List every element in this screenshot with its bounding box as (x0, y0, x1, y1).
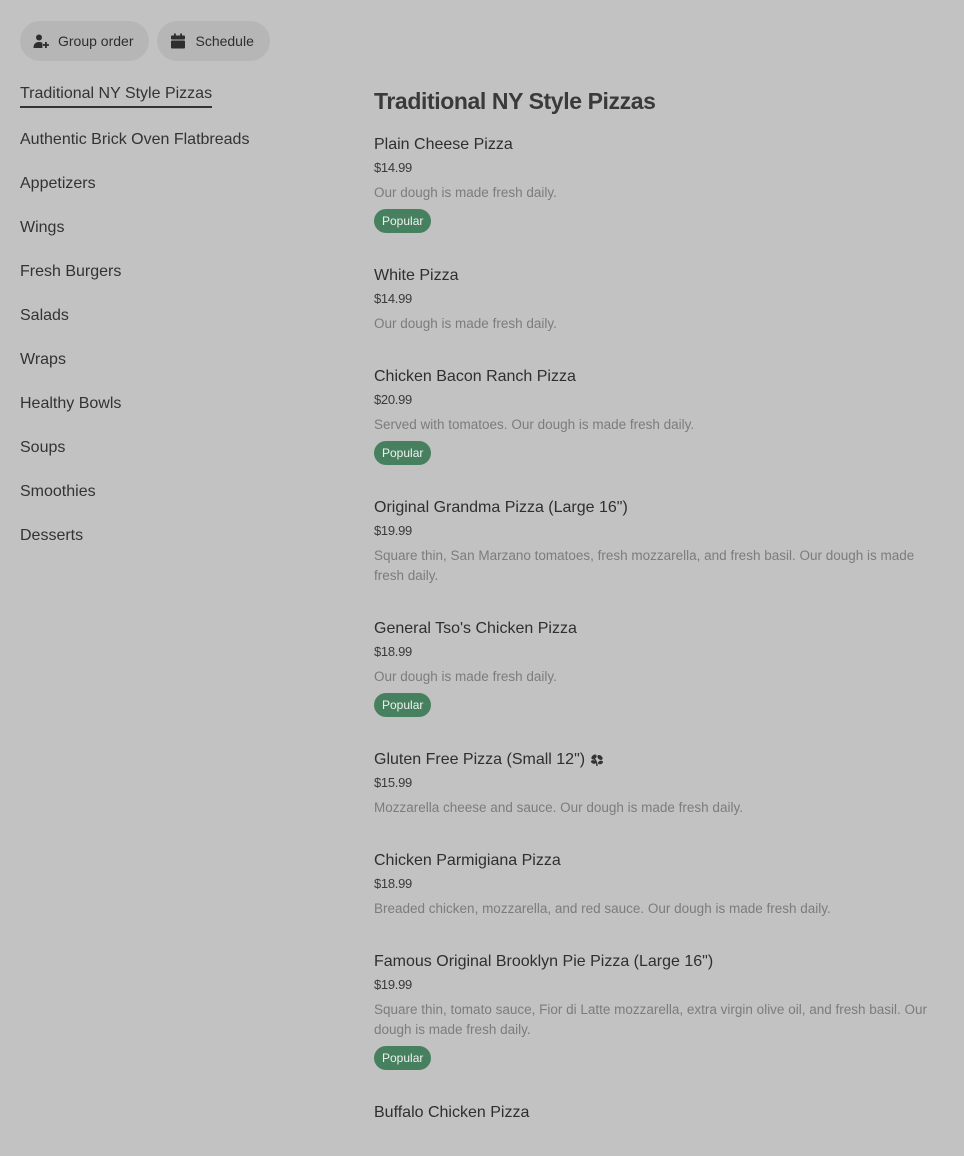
menu-item-original-grandma-pizza[interactable] (374, 497, 948, 586)
popular-badge: Popular (374, 209, 431, 233)
item-description: Square thin, tomato sauce, Fior di Latte mozzarella, extra virgin olive oil, and fresh basil. Our dough is made fresh daily. (374, 1002, 928, 1037)
section-title: Traditional NY Style Pizzas (374, 88, 656, 114)
item-price: $15.99 (374, 775, 412, 790)
item-name: Famous Original Brooklyn Pie Pizza (Large 16") (374, 953, 714, 970)
sidebar-item-wings[interactable]: Wings (20, 219, 65, 236)
popular-badge: Popular (374, 441, 431, 465)
item-price: $18.99 (374, 876, 412, 891)
item-name: White Pizza (374, 267, 459, 284)
sidebar-item-healthy-bowls[interactable]: Healthy Bowls (20, 395, 122, 412)
menu-item-buffalo-chicken-pizza[interactable] (374, 1102, 948, 1124)
group-order-button[interactable] (20, 21, 149, 61)
calendar-icon (169, 32, 187, 50)
item-description: Our dough is made fresh daily. (374, 669, 557, 684)
item-description: Served with tomatoes. Our dough is made fresh daily. (374, 417, 695, 432)
menu-item-general-tsos-chicken-pizza[interactable] (374, 618, 948, 717)
menu-item-plain-cheese-pizza[interactable] (374, 134, 948, 233)
schedule-button[interactable] (157, 21, 269, 61)
item-description: Square thin, San Marzano tomatoes, fresh mozzarella, and fresh basil. Our dough is made fresh daily. (374, 548, 915, 583)
item-price: $19.99 (374, 523, 412, 538)
sidebar-item-authentic-brick-oven-flatbreads[interactable]: Authentic Brick Oven Flatbreads (20, 131, 250, 148)
top-actions (20, 21, 270, 61)
item-price: $14.99 (374, 160, 412, 175)
sidebar-item-appetizers[interactable]: Appetizers (20, 175, 96, 192)
sidebar-item-traditional-ny-style-pizzas[interactable]: Traditional NY Style Pizzas (20, 83, 212, 108)
item-name: Chicken Parmigiana Pizza (374, 852, 561, 869)
menu-item-gluten-free-pizza[interactable] (374, 749, 948, 818)
item-name: Gluten Free Pizza (Small 12") (374, 751, 586, 768)
item-description: Our dough is made fresh daily. (374, 185, 557, 200)
item-name: General Tso's Chicken Pizza (374, 620, 577, 637)
item-name-row (374, 749, 948, 771)
item-price: $20.99 (374, 392, 412, 407)
sidebar-item-smoothies[interactable]: Smoothies (20, 483, 96, 500)
item-description: Breaded chicken, mozzarella, and red sauce. Our dough is made fresh daily. (374, 901, 831, 916)
item-name: Original Grandma Pizza (Large 16") (374, 499, 628, 516)
item-name: Plain Cheese Pizza (374, 136, 513, 153)
sidebar-item-salads[interactable]: Salads (20, 307, 69, 324)
sidebar-item-soups[interactable]: Soups (20, 439, 66, 456)
menu-item-white-pizza[interactable] (374, 265, 948, 334)
popular-badge: Popular (374, 1046, 431, 1070)
sidebar-item-fresh-burgers[interactable]: Fresh Burgers (20, 263, 122, 280)
item-name: Chicken Bacon Ranch Pizza (374, 368, 576, 385)
leaf-icon (590, 753, 604, 767)
group-order-label: Group order (58, 33, 134, 49)
add-person-icon (32, 32, 50, 50)
schedule-label: Schedule (195, 33, 254, 49)
item-description: Mozzarella cheese and sauce. Our dough is made fresh daily. (374, 800, 743, 815)
menu-item-chicken-bacon-ranch-pizza[interactable] (374, 366, 948, 465)
item-name: Buffalo Chicken Pizza (374, 1104, 530, 1121)
category-sidebar (20, 83, 340, 569)
item-price: $19.99 (374, 977, 412, 992)
popular-badge: Popular (374, 693, 431, 717)
sidebar-item-wraps[interactable]: Wraps (20, 351, 66, 368)
menu-item-chicken-parmigiana-pizza[interactable] (374, 850, 948, 919)
sidebar-item-desserts[interactable]: Desserts (20, 527, 84, 544)
item-price: $14.99 (374, 291, 412, 306)
menu-section (374, 86, 948, 1156)
item-description: Our dough is made fresh daily. (374, 316, 557, 331)
menu-item-famous-original-brooklyn-pie-pizza[interactable] (374, 951, 948, 1070)
item-price: $18.99 (374, 644, 412, 659)
